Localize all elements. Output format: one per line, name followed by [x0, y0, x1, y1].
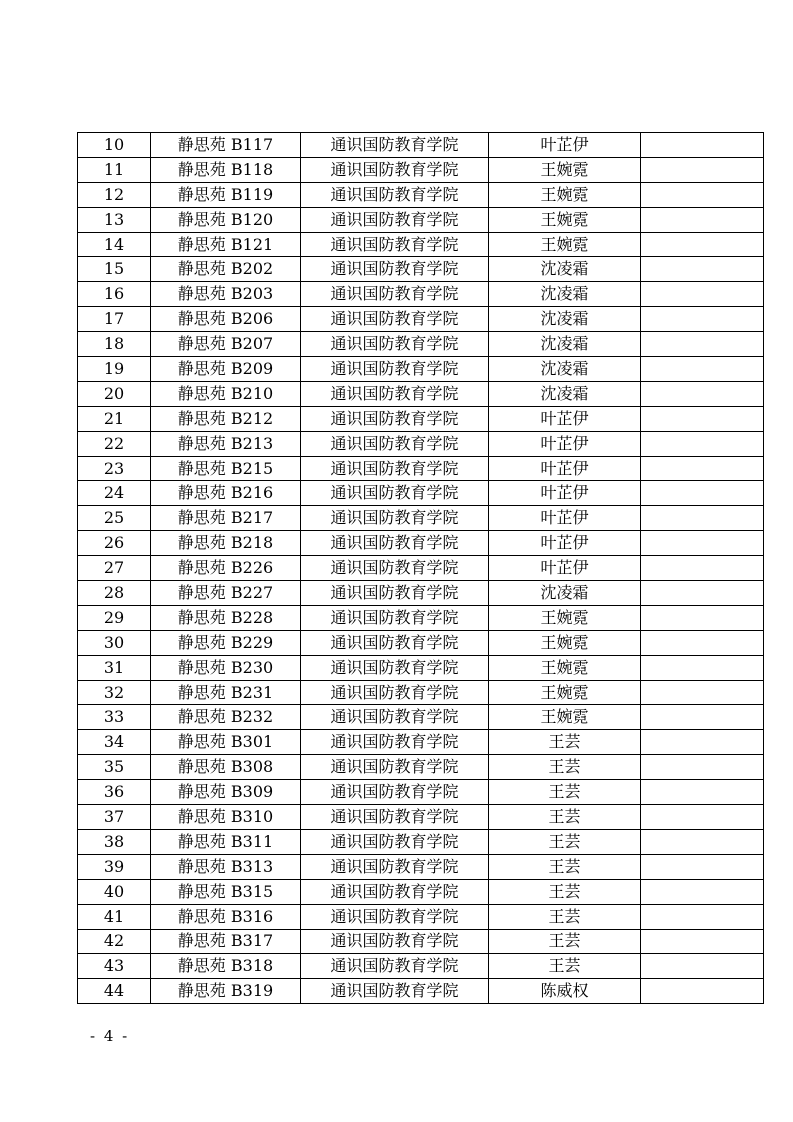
cell-name: 王婉霓: [489, 207, 641, 232]
cell-note: [641, 854, 764, 879]
cell-college: 通识国防教育学院: [301, 904, 489, 929]
dormitory-assignment-table: [77, 132, 764, 1004]
cell-room: 静思苑 B215: [151, 456, 301, 481]
cell-name: 王婉霓: [489, 680, 641, 705]
table-row: [78, 730, 764, 755]
cell-name: 王婉霓: [489, 182, 641, 207]
page-number: - 4 -: [90, 1027, 130, 1045]
cell-college: 通识国防教育学院: [301, 357, 489, 382]
cell-room: 静思苑 B301: [151, 730, 301, 755]
table-row: [78, 381, 764, 406]
cell-name: 王婉霓: [489, 630, 641, 655]
cell-note: [641, 979, 764, 1004]
cell-college: 通识国防教育学院: [301, 531, 489, 556]
cell-name: 沈凌霜: [489, 307, 641, 332]
cell-number: 18: [78, 332, 151, 357]
cell-room: 静思苑 B203: [151, 282, 301, 307]
cell-name: 王芸: [489, 755, 641, 780]
cell-number: 16: [78, 282, 151, 307]
cell-room: 静思苑 B206: [151, 307, 301, 332]
cell-college: 通识国防教育学院: [301, 481, 489, 506]
cell-room: 静思苑 B226: [151, 556, 301, 581]
cell-note: [641, 381, 764, 406]
cell-number: 13: [78, 207, 151, 232]
cell-note: [641, 829, 764, 854]
table-row: [78, 755, 764, 780]
cell-note: [641, 506, 764, 531]
cell-note: [641, 904, 764, 929]
table-row: [78, 979, 764, 1004]
cell-college: 通识国防教育学院: [301, 381, 489, 406]
cell-name: 王芸: [489, 904, 641, 929]
cell-note: [641, 207, 764, 232]
cell-room: 静思苑 B202: [151, 257, 301, 282]
cell-note: [641, 755, 764, 780]
cell-number: 19: [78, 357, 151, 382]
cell-number: 17: [78, 307, 151, 332]
cell-room: 静思苑 B311: [151, 829, 301, 854]
cell-note: [641, 182, 764, 207]
cell-note: [641, 556, 764, 581]
cell-number: 10: [78, 133, 151, 158]
cell-college: 通识国防教育学院: [301, 133, 489, 158]
cell-college: 通识国防教育学院: [301, 456, 489, 481]
cell-room: 静思苑 B309: [151, 780, 301, 805]
table-row: [78, 954, 764, 979]
cell-room: 静思苑 B217: [151, 506, 301, 531]
cell-name: 叶芷伊: [489, 406, 641, 431]
cell-note: [641, 332, 764, 357]
cell-college: 通识国防教育学院: [301, 680, 489, 705]
table-row: [78, 854, 764, 879]
cell-college: 通识国防教育学院: [301, 581, 489, 606]
table-row: [78, 506, 764, 531]
cell-number: 42: [78, 929, 151, 954]
cell-note: [641, 780, 764, 805]
cell-number: 11: [78, 157, 151, 182]
cell-number: 27: [78, 556, 151, 581]
cell-number: 34: [78, 730, 151, 755]
cell-college: 通识国防教育学院: [301, 182, 489, 207]
cell-name: 叶芷伊: [489, 431, 641, 456]
cell-college: 通识国防教育学院: [301, 332, 489, 357]
cell-room: 静思苑 B212: [151, 406, 301, 431]
table-row: [78, 133, 764, 158]
cell-note: [641, 805, 764, 830]
cell-name: 王芸: [489, 780, 641, 805]
cell-college: 通识国防教育学院: [301, 630, 489, 655]
cell-room: 静思苑 B227: [151, 581, 301, 606]
cell-college: 通识国防教育学院: [301, 157, 489, 182]
cell-number: 22: [78, 431, 151, 456]
cell-college: 通识国防教育学院: [301, 207, 489, 232]
cell-room: 静思苑 B230: [151, 655, 301, 680]
cell-room: 静思苑 B231: [151, 680, 301, 705]
table-row: [78, 879, 764, 904]
cell-name: 王婉霓: [489, 655, 641, 680]
cell-room: 静思苑 B229: [151, 630, 301, 655]
cell-number: 37: [78, 805, 151, 830]
cell-name: 王婉霓: [489, 705, 641, 730]
table-body: [78, 133, 764, 1004]
cell-room: 静思苑 B316: [151, 904, 301, 929]
cell-note: [641, 630, 764, 655]
cell-note: [641, 531, 764, 556]
cell-name: 沈凌霜: [489, 381, 641, 406]
cell-room: 静思苑 B218: [151, 531, 301, 556]
cell-name: 王芸: [489, 954, 641, 979]
table-row: [78, 307, 764, 332]
cell-college: 通识国防教育学院: [301, 730, 489, 755]
cell-room: 静思苑 B117: [151, 133, 301, 158]
table-row: [78, 182, 764, 207]
table-row: [78, 780, 764, 805]
cell-note: [641, 481, 764, 506]
cell-note: [641, 257, 764, 282]
cell-number: 24: [78, 481, 151, 506]
table-row: [78, 556, 764, 581]
cell-room: 静思苑 B213: [151, 431, 301, 456]
cell-number: 33: [78, 705, 151, 730]
cell-college: 通识国防教育学院: [301, 829, 489, 854]
cell-note: [641, 282, 764, 307]
cell-room: 静思苑 B308: [151, 755, 301, 780]
cell-name: 王芸: [489, 929, 641, 954]
cell-name: 王芸: [489, 730, 641, 755]
cell-name: 沈凌霜: [489, 257, 641, 282]
table-row: [78, 257, 764, 282]
table-row: [78, 332, 764, 357]
cell-number: 44: [78, 979, 151, 1004]
cell-note: [641, 456, 764, 481]
cell-note: [641, 307, 764, 332]
cell-college: 通识国防教育学院: [301, 929, 489, 954]
cell-number: 39: [78, 854, 151, 879]
cell-note: [641, 357, 764, 382]
cell-note: [641, 730, 764, 755]
cell-number: 30: [78, 630, 151, 655]
table-row: [78, 456, 764, 481]
cell-college: 通识国防教育学院: [301, 506, 489, 531]
cell-number: 32: [78, 680, 151, 705]
cell-room: 静思苑 B313: [151, 854, 301, 879]
cell-college: 通识国防教育学院: [301, 780, 489, 805]
cell-note: [641, 929, 764, 954]
cell-college: 通识国防教育学院: [301, 556, 489, 581]
table-row: [78, 157, 764, 182]
cell-name: 王芸: [489, 879, 641, 904]
cell-college: 通识国防教育学院: [301, 431, 489, 456]
cell-name: 王婉霓: [489, 232, 641, 257]
cell-number: 43: [78, 954, 151, 979]
cell-college: 通识国防教育学院: [301, 232, 489, 257]
table-row: [78, 481, 764, 506]
table-row: [78, 655, 764, 680]
cell-number: 38: [78, 829, 151, 854]
cell-number: 29: [78, 605, 151, 630]
cell-note: [641, 680, 764, 705]
cell-number: 25: [78, 506, 151, 531]
cell-college: 通识国防教育学院: [301, 705, 489, 730]
cell-note: [641, 655, 764, 680]
cell-name: 叶芷伊: [489, 531, 641, 556]
table-row: [78, 829, 764, 854]
cell-name: 沈凌霜: [489, 332, 641, 357]
cell-number: 31: [78, 655, 151, 680]
cell-room: 静思苑 B319: [151, 979, 301, 1004]
cell-number: 12: [78, 182, 151, 207]
cell-room: 静思苑 B119: [151, 182, 301, 207]
table-row: [78, 680, 764, 705]
cell-number: 35: [78, 755, 151, 780]
cell-note: [641, 605, 764, 630]
cell-note: [641, 954, 764, 979]
cell-college: 通识国防教育学院: [301, 854, 489, 879]
cell-number: 40: [78, 879, 151, 904]
cell-college: 通识国防教育学院: [301, 282, 489, 307]
table-row: [78, 232, 764, 257]
table-row: [78, 431, 764, 456]
table-row: [78, 581, 764, 606]
table-row: [78, 531, 764, 556]
cell-room: 静思苑 B210: [151, 381, 301, 406]
cell-number: 41: [78, 904, 151, 929]
cell-number: 14: [78, 232, 151, 257]
cell-room: 静思苑 B209: [151, 357, 301, 382]
cell-room: 静思苑 B216: [151, 481, 301, 506]
cell-name: 王婉霓: [489, 605, 641, 630]
cell-name: 王婉霓: [489, 157, 641, 182]
cell-college: 通识国防教育学院: [301, 954, 489, 979]
cell-name: 王芸: [489, 854, 641, 879]
table-row: [78, 282, 764, 307]
table-row: [78, 904, 764, 929]
cell-room: 静思苑 B318: [151, 954, 301, 979]
cell-number: 23: [78, 456, 151, 481]
table-row: [78, 406, 764, 431]
cell-note: [641, 232, 764, 257]
table-row: [78, 929, 764, 954]
cell-college: 通识国防教育学院: [301, 755, 489, 780]
cell-room: 静思苑 B118: [151, 157, 301, 182]
table-row: [78, 605, 764, 630]
cell-college: 通识国防教育学院: [301, 307, 489, 332]
cell-room: 静思苑 B228: [151, 605, 301, 630]
cell-note: [641, 431, 764, 456]
cell-name: 叶芷伊: [489, 481, 641, 506]
cell-name: 沈凌霜: [489, 581, 641, 606]
cell-room: 静思苑 B317: [151, 929, 301, 954]
cell-name: 陈威权: [489, 979, 641, 1004]
cell-note: [641, 133, 764, 158]
cell-name: 叶芷伊: [489, 133, 641, 158]
cell-name: 王芸: [489, 829, 641, 854]
cell-name: 叶芷伊: [489, 456, 641, 481]
cell-name: 沈凌霜: [489, 282, 641, 307]
cell-college: 通识国防教育学院: [301, 605, 489, 630]
table-row: [78, 630, 764, 655]
cell-note: [641, 157, 764, 182]
cell-name: 叶芷伊: [489, 556, 641, 581]
cell-number: 36: [78, 780, 151, 805]
cell-room: 静思苑 B121: [151, 232, 301, 257]
cell-note: [641, 705, 764, 730]
cell-name: 叶芷伊: [489, 506, 641, 531]
cell-name: 王芸: [489, 805, 641, 830]
cell-number: 28: [78, 581, 151, 606]
cell-note: [641, 879, 764, 904]
table-row: [78, 705, 764, 730]
cell-note: [641, 406, 764, 431]
cell-college: 通识国防教育学院: [301, 257, 489, 282]
table-row: [78, 207, 764, 232]
cell-college: 通识国防教育学院: [301, 406, 489, 431]
cell-number: 15: [78, 257, 151, 282]
cell-college: 通识国防教育学院: [301, 979, 489, 1004]
cell-note: [641, 581, 764, 606]
cell-room: 静思苑 B120: [151, 207, 301, 232]
cell-college: 通识国防教育学院: [301, 879, 489, 904]
table-row: [78, 805, 764, 830]
cell-college: 通识国防教育学院: [301, 655, 489, 680]
table-row: [78, 357, 764, 382]
cell-room: 静思苑 B310: [151, 805, 301, 830]
cell-room: 静思苑 B315: [151, 879, 301, 904]
cell-name: 沈凌霜: [489, 357, 641, 382]
cell-college: 通识国防教育学院: [301, 805, 489, 830]
cell-number: 26: [78, 531, 151, 556]
cell-room: 静思苑 B232: [151, 705, 301, 730]
cell-number: 20: [78, 381, 151, 406]
cell-number: 21: [78, 406, 151, 431]
cell-room: 静思苑 B207: [151, 332, 301, 357]
